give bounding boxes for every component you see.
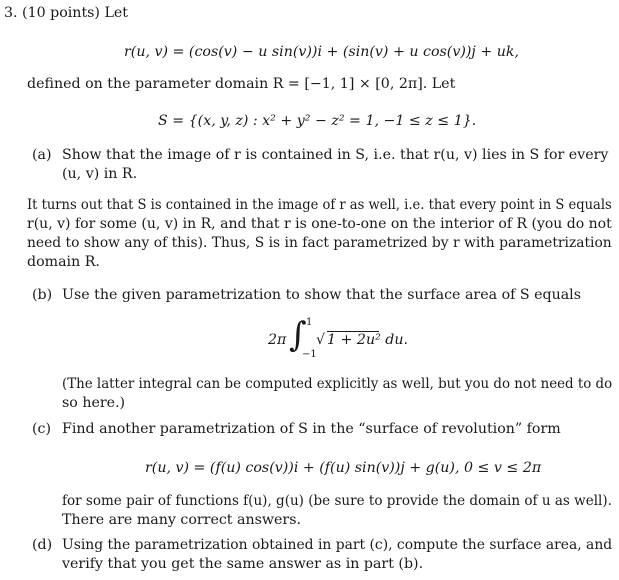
revolution-formula: r(u, v) = (f(u) cos(v))i + (f(u) sin(v))j + g(u), 0 ≤ v ≤ 2π bbox=[145, 460, 542, 476]
part-a-line2: (u, v) in R. bbox=[62, 166, 138, 182]
problem-heading: 3. (10 points) Let bbox=[4, 5, 128, 21]
part-b-line1: Use the given parametrization to show that the surface area of S equals bbox=[62, 287, 581, 303]
sqrt-symbol: √ bbox=[316, 332, 326, 348]
middle-line1: It turns out that S is contained in the image of r as well, i.e. that every point in S equals bbox=[27, 197, 612, 213]
part-c-line2: for some pair of functions f(u), g(u) (be sure to provide the domain of u as well). bbox=[62, 493, 612, 509]
part-b-label: (b) bbox=[32, 287, 53, 303]
part-b-note-line2: so here.) bbox=[62, 395, 126, 411]
domain-line: defined on the parameter domain R = [−1, 1] × [0, 2π]. Let bbox=[27, 76, 456, 92]
integral-upper-limit: 1 bbox=[306, 317, 313, 328]
middle-line4: domain R. bbox=[27, 254, 100, 270]
integral-lower-limit: −1 bbox=[302, 349, 317, 360]
part-b-note-line1: (The latter integral can be computed explicitly as well, but you do not need to do bbox=[62, 376, 613, 392]
part-c-line3: There are many correct answers. bbox=[62, 512, 301, 528]
integral-sign: ∫ bbox=[289, 315, 307, 355]
part-c-label: (c) bbox=[32, 421, 52, 437]
part-d-label: (d) bbox=[32, 537, 53, 553]
r-definition: r(u, v) = (cos(v) − u sin(v))i + (sin(v) + u cos(v))j + uk, bbox=[124, 44, 519, 60]
part-a-label: (a) bbox=[32, 147, 52, 163]
integrand: 1 + 2u² du. bbox=[327, 332, 409, 348]
part-d-line1: Using the parametrization obtained in part (c), compute the surface area, and bbox=[62, 537, 613, 553]
middle-line2: r(u, v) for some (u, v) in R, and that r is one-to-one on the interior of R (you do not bbox=[27, 216, 612, 232]
s-definition: S = {(x, y, z) : x² + y² − z² = 1, −1 ≤ z ≤ 1}. bbox=[158, 113, 477, 129]
integral-coefficient: 2π bbox=[268, 332, 287, 348]
part-a-line1: Show that the image of r is contained in S, i.e. that r(u, v) lies in S for every bbox=[62, 147, 609, 163]
part-d-line2: verify that you get the same answer as in part (b). bbox=[62, 556, 424, 572]
part-c-line1: Find another parametrization of S in the “surface of revolution” form bbox=[62, 421, 561, 437]
middle-line3: need to show any of this). Thus, S is in fact parametrized by r with parametrization bbox=[27, 235, 612, 251]
